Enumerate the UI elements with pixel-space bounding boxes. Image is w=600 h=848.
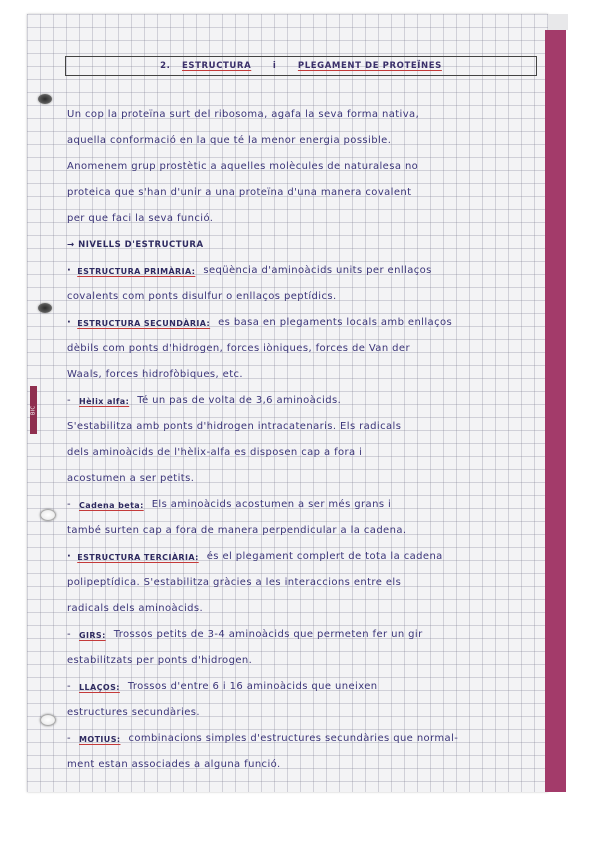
line-text: es basa en plegaments locals amb enllaços [218, 317, 453, 328]
term-label: Cadena beta: [79, 501, 144, 510]
term-label: MOTIUS: [79, 735, 121, 744]
line-text: combinacions simples d'estructures secundàries que normal- [128, 733, 459, 744]
note-line [67, 616, 537, 642]
title-part-folding: PLEGAMENT DE PROTEÏNES [297, 61, 442, 71]
note-line [67, 512, 537, 538]
note-line [67, 590, 537, 616]
line-text: covalents com ponts disulfur o enllaços peptídics. [67, 291, 337, 302]
note-line [67, 174, 537, 200]
line-text: també surten cap a fora de manera perpendicular a la cadena. [67, 525, 407, 536]
line-text: aquella conformació en la que té la menor energia possible. [67, 135, 392, 146]
line-text: Waals, forces hidrofòbiques, etc. [67, 369, 244, 380]
note-line [67, 434, 537, 460]
title-box [65, 56, 537, 76]
term-label: GIRS: [79, 631, 106, 640]
page-corner [548, 14, 568, 30]
binder-hole-icon [38, 94, 52, 104]
line-text: acostumen a ser petits. [67, 473, 195, 484]
term-label: LLAÇOS: [79, 683, 120, 692]
line-text: estabilitzats per ponts d'hidrogen. [67, 655, 253, 666]
line-text: Té un pas de volta de 3,6 aminoàcids. [137, 395, 342, 406]
line-text: radicals dels aminoàcids. [67, 603, 204, 614]
dash-marker: - [67, 499, 72, 510]
line-text: Trossos petits de 3-4 aminoàcids que permeten fer un gir [113, 629, 423, 640]
line-text: polipeptídica. S'estabilitza gràcies a les interaccions entre els [67, 577, 402, 588]
line-text: és el plegament complert de tota la cadena [206, 551, 443, 562]
line-text: dèbils com ponts d'hidrogen, forces iòniques, forces de Van der [67, 343, 410, 354]
line-text: ment estan associades a alguna funció. [67, 759, 281, 770]
note-line [67, 96, 537, 122]
note-line [67, 460, 537, 486]
line-text: S'estabilitza amb ponts d'hidrogen intracatenaris. Els radicals [67, 421, 402, 432]
binder-hole-icon [40, 714, 56, 726]
note-line [67, 668, 537, 694]
dash-marker: - [67, 733, 72, 744]
note-line [67, 564, 537, 590]
binder-hole-icon [40, 509, 56, 521]
line-text: Anomenem grup prostètic a aquelles molècules de naturalesa no [67, 161, 419, 172]
page-title [160, 61, 442, 71]
heading-text: → NIVELLS D'ESTRUCTURA [67, 240, 204, 250]
note-line [67, 304, 537, 330]
dash-marker: - [67, 395, 72, 406]
note-line [67, 382, 537, 408]
bullet-icon: · [67, 317, 72, 328]
line-text: Els aminoàcids acostumen a ser més grans i [151, 499, 392, 510]
section-heading [67, 226, 537, 252]
note-line [67, 642, 537, 668]
binder-hole-icon [38, 303, 52, 313]
line-text: estructures secundàries. [67, 707, 200, 718]
note-line [67, 486, 537, 512]
term-label: ESTRUCTURA TERCIÀRIA: [77, 553, 199, 562]
bullet-icon: · [67, 265, 72, 276]
note-line [67, 720, 537, 746]
note-line [67, 148, 537, 174]
title-part-structure: ESTRUCTURA [182, 61, 252, 71]
title-conjunction: i [272, 61, 277, 71]
line-text: Un cop la proteïna surt del ribosoma, agafa la seva forma nativa, [67, 109, 420, 120]
margin-strip [545, 30, 566, 792]
note-line [67, 278, 537, 304]
line-text: seqüència d'aminoàcids units per enllaços [203, 265, 432, 276]
line-text: proteica que s'han d'unir a una proteïna d'una manera covalent [67, 187, 412, 198]
title-number: 2. [160, 61, 171, 71]
note-line [67, 356, 537, 382]
term-label: ESTRUCTURA PRIMÀRIA: [77, 267, 196, 276]
dash-marker: - [67, 629, 72, 640]
dash-marker: - [67, 681, 72, 692]
note-line [67, 200, 537, 226]
bullet-icon: · [67, 551, 72, 562]
note-line [67, 538, 537, 564]
note-line [67, 122, 537, 148]
note-line [67, 746, 537, 772]
line-text: per que faci la seva funció. [67, 213, 214, 224]
note-line [67, 330, 537, 356]
note-line [67, 252, 537, 278]
note-line [67, 694, 537, 720]
note-line [67, 408, 537, 434]
term-label: Hèlix alfa: [79, 397, 130, 406]
notes-body [67, 96, 537, 772]
line-text: dels aminoàcids de l'hèlix-alfa es disposen cap a fora i [67, 447, 363, 458]
brand-label: BIC [30, 386, 37, 434]
term-label: ESTRUCTURA SECUNDÀRIA: [77, 319, 211, 328]
line-text: Trossos d'entre 6 i 16 aminoàcids que uneixen [127, 681, 378, 692]
